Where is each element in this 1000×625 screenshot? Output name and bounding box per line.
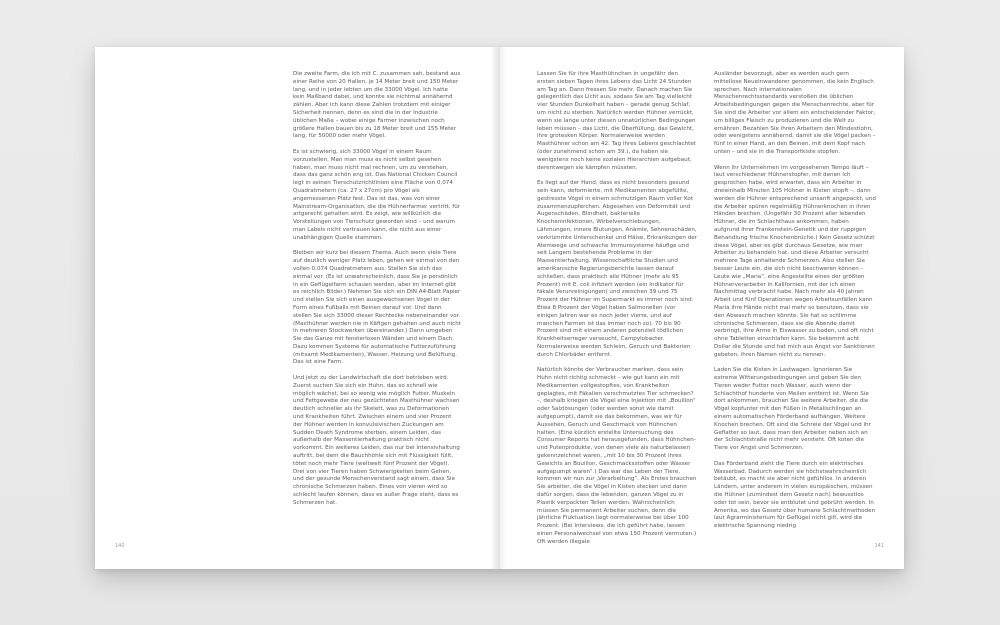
paragraph: Das Förderband zieht die Tiere durch ein elektrisches Wasserbad. Dadurch werden sie höchstwahrscheinlich betäubt, es macht sie aber nicht gefühllos. In anderen Ländern, unter anderem in vielen europäischen, müssen die Hühner (zumindest dem Gesetz nach) bewusstlos oder tot sein, bevor sie entblutet und gebrüht werden. In Amerika, wo das Gesetz über humane Schlachtmethoden laut Agrarministerium für Geflügel nicht gilt, wird die elektrische Spannung niedrig — [714, 460, 876, 530]
paragraph: Es liegt auf der Hand, dass es nicht besonders gesund sein kann, deformierte, mit Medikamenten abgefüllte, gestresste Vögel in einem schmutzigen Raum voller Kot zusammenzupferchen. Abgesehen von Deformität und Augenschäden, Blindheit, bakterielle Knocheninfektionen, Wirbelverschiebungen, Lähmungen, innere Blutungen, Anämie, Sehnenschäden, verkrümmte Unterschenkel und Hälse, Erkrankungen der Atemwege und schwache Immunsysteme häufige und seit Langem bestehende Probleme in der Massentierhaltung. Wissenschaftliche Studien und amerikanische Regierungsberichte lassen darauf schließen, dass praktisch alle Hühner (mehr als 95 Prozent) mit E. coli infiziert werden (ein Indikator für fäkale Verunreinigungen) und zwischen 39 und 75 Prozent der Hühner im Supermarkt es immer noch sind. Etwa 8 Prozent der Vögel haben Salmonellen (vor einigen Jahren war es noch jeder vierte, und auf manchen Farmen ist das immer noch so). 70 bis 90 Prozent sind mit einem anderen potenziell tödlichen Krankheitserreger verseucht, Campylobacter. Normalerweise werden Schleim, Geruch und Bakterien durch Chlorbäder entfernt. — [537, 180, 697, 358]
right-text-column-1 — [537, 71, 697, 554]
right-page — [499, 47, 904, 569]
left-page — [95, 47, 499, 569]
left-text-column — [293, 71, 461, 515]
paragraph: Natürlich könnte der Verbraucher merken, dass sein Huhn nicht richtig schmeckt – wie gut kann ein mit Medikamenten vollgestopftes, von Krankheiten geplagtes, mit Fäkalien verschmutztes Tier schmecken? –, deshalb kriegen die Vögel eine Injektion mit „Bouillon“ oder Salzlösungen (oder werden sonst wie damit aufgepumpt), damit sie das bekommen, was wir für Aussehen, Geruch und Geschmack von Hühnchen halten. (Eine kürzlich erstellte Untersuchung des Consumer Reports hat herausgefunden, dass Hühnchen- und Putenprodukte, von denen viele als naturbelassen gekennzeichnet waren, „mit 10 bis 30 Prozent ihres Gewichts an Bouillon, Geschmacksstoffen oder Wasser aufgepumpt waren“.) Das war das Leben der Tiere, kommen wir nun zur „Verarbeitung“. Als Erstes brauchen Sie arbeiter, die die Vögel in Kisten stecken und dann dafür sorgen, dass die lebenden, ganzen Vögel zu in Plastik verpackten Teilen werden. Wahrscheinlich müssen Sie permanent Arbeiter suchen, denn die jährliche Fluktuation liegt normalerweise bei über 100 Prozent. (Bei Interviews, die ich geführt habe, lassen einen Personalwechsel von etwa 150 Prozent vermuten.) Oft werden illegale — [537, 367, 697, 545]
right-page-number: 141 — [874, 543, 884, 549]
paragraph: Bleiben wir kurz bei diesem Thema. Auch wenn viele Tiere auf deutlich weniger Platz leben, gehen wir einmal von den vollen 0,074 Quadratmetern aus. Stellen Sie sich das einmal vor. (Es ist unwahrscheinlich, dass Sie je persönlich in ein Geflügelfarm schauen werden, aber im Internet gibt es reichlich Bilder.) Nehmen Sie sich ein DIN A4-Blatt Papier und stellen Sie sich einen ausgewachsenen Vogel in der Form eines Fußballs mit Beinen darauf vor. Und dann stellen Sie sich 33000 dieser Rechtecke nebeneinander vor. (Masthühner werden nie in Käfigen gehalten und auch nicht in mehreren Stockwerken übereinander.) Dann umgeben Sie das Ganze mit fensterlosen Wänden und einem Dach. Dazu kommen Systeme für automatische Futterzuführung (mitsamt Medikamenten), Wasser, Heizung und Belüftung. Das ist eine Farm. — [293, 250, 461, 366]
book-spread — [95, 47, 904, 569]
paragraph: Es ist schwierig, sich 33000 Vögel in einem Raum vorzustellen. Man man muss es nicht selbst gesehen haben, man muss nicht mal rechnen, um zu verstehen, dass das ganz schön eng ist. Das National Chicken Council legt in seinen Tierschutzrichtlinien eine Fläche von 0,074 Quadratmetern (ca. 27 x 27cm) pro Vögel als angemessenen Platz fest. Das ist das, was von einer Mainstream-Organisation, die die Hühnerfarmer vertritt, für artgerecht gehalten wird. Es zeigt, wie willkürlich die Vorstellungen von Tierschutz geworden sind – und warum man Labels nicht vertrauen kann, die nicht aus einer unabhängigen Quelle stammen. — [293, 148, 461, 241]
paragraph: Und jetzt zu der Landwirtschaft die dort betrieben wird. Zuerst suchen Sie sich ein Huhn, das so schnell wie möglich wächst, bei so wenig wie möglich Futter. Muskeln und Fettgewebe der neu gezüchteten Masthühner wachsen deutlich schneller als ihr Skelett, was zu Deformationen und Krankheiten führt. Zwischen einem und vier Prozent der Hühner werden in konvulsivischen Zuckungen am Sudden Death Syndrome sterben, einem Leiden, das außerhalb der Massentierhaltung praktisch nicht vorkommt. Ein weiteres Leiden, das nur bei Intensivhaltung auftritt, bei dem die Bauchhöhle sich mit Flüssigkeit füllt, tötet noch mehr Tiere (weltweit fünf Prozent der Vögel). Drei von vier Tieren haben Schwierigkeiten beim Gehen, und der gesunde Menschenverstand sagt einem, dass Sie chronische Schmerzen haben. Eines von vieren wird so schlecht laufen können, dass es außer Frage steht, dass es Schmerzen hat. — [293, 375, 460, 506]
paragraph: Laden Sie die Kisten in Lastwagen. Ignorieren Sie extreme Witterungsbedingungen und geben Sie den Tieren weder Futter noch Wasser, auch wenn der Schlachthof hunderte von Meilen entfernt ist. Wenn Sie dort ankommen, brauchen Sie weitere Arbeiter, die die Vögel kopfunter mit den Füßen in Metallschlingen an einem automatischen Förderband aufhängen. Weitere Knochen brechen. Oft sind die Schreie der Vögel und ihr Geflatter so laut, dass man den Arbeiter neben sich an der Schlachtstraße nicht mehr versteht. Oft koten die Tiere vor Angst und Schmerzen. — [714, 367, 871, 452]
paragraph: Die zweite Farm, die ich mit C. zusammen sah, bestand aus einer Reihe von 20 Hallen, je 14 Meter breit und 150 Meter lang, und in jeder lebten um die 33000 Vögel. Ich hatte kein Maßband dabei, und konnte sie nichtmal annähernd zählen. Aber ich kann diese Zahlen trotzdem mit einiger Sicherheit nennen, denn es sind die in der Industrie üblichen Maße – wobei einige Farmer inzwischen noch größere Hallen bauen bis zu 18 Meter breit und 155 Meter lang, für 50000 oder mehr Vögel. — [293, 71, 461, 140]
right-text-column-2 — [714, 71, 876, 539]
paragraph: Ausländer bevorzugt, aber es werden auch gern mittellose Neueinwanderer genommen, die kein Englisch sprechen. Nach internationalen Menschenrechtsstandards verstoßen die üblichen Arbeitsbedingungen gegen die Menschenrechte, aber für Sie sind die Arbeiter vor allem ein entscheidender Faktor, um billiges Fleisch zu produzieren und die Welt zu ernähren. Bezahlen Sie ihren Arbeitern den Mindestlohn, oder wenigstens annähernd, damit sie die Vögel packen – fünf in einer Hand, an den Beinen, mit dem Kopf nach unten – und sie in die Transportkiste stopfen. — [714, 71, 876, 155]
left-page-number: 140 — [115, 543, 125, 549]
paragraph: Lassen Sie für ihre Masthühnchen in ungefähr den ersten sieben Tagen ihres Lebens das Licht 24 Stunden am Tag an. Dann fressen Sie mehr. Danach machen Sie gelegentlich das Licht aus, sodass Sie am Tag vielleicht vier Stunden Dunkelheit haben – gerade genug Schlaf, um nicht zu sterben. Natürlich werden Hühner verrückt, wenn sie lange unter diesen unnatürlichen Bedingungen leben müssen – das Licht, die Überfüllung, das Gewicht, ihre grotesken Körper. Normalerweise werden Masthühner schon am 42. Tag ihres Lebens geschlachtet (oder zunehmend schon am 39.), da haben sie wenigstens noch keine sozialen Hierarchien aufgebaut, derentwegen sie kämpfen müssten. — [537, 71, 696, 171]
paragraph: Wenn ihr Unternehmen im vorgesehenen Tempo läuft – laut verschiedener Hühnerstopfer, mit denen ich gesprochen habe, wird erwartet, dass ein Arbeiter in dreieinhalb Minuten 105 Hühner in Kisten stopft –, dann werden die Hühner entsprechend unsanft angepackt, und die Arbeiter spüren regelmäßig Hühnerknochen in ihren Händen brechen. (Ungefähr 30 Prozent aller lebenden Hühner, die im Schlachthaus ankommen, haben aufgrund ihrer Frankenstein-Genetik und der ruppigen Behandlung frische Knochenbrüche.) Kein Gesetz schützt diese Vögel, aber es gibt durchaus Gesetze, wie man Arbeiter zu behandeln hat, und diese Arbeiter versucht mehrere Tage anhaltende Schmerzen. Also stellen Sie besser Leute ein, die sich nicht beschweren können – Leute wie „Maria“, eine Angestellte eines der größten Hühnerverarbeiter in Kalifornien, mit der ich einen Nachmittag verbracht habe. Nach mehr als 40 Jahren Arbeit und fünf Operationen wegen Arbeitsunfällen kann Maria ihre Hände nicht mal mehr so benutzen, dass sie den Abwasch machen könnte. Sie hat so schlimme chronische Schmerzen, dass sie die Abende damit verbringt, ihre Arme in Eiswasser zu baden, und oft nicht ohne Tabletten einschlafen kann. Sie bekommt acht Dollar die Stunde und hat mich aus Angst vor Sanktionen gebeten, ihren Namen nicht zu nennen. — [714, 164, 876, 358]
